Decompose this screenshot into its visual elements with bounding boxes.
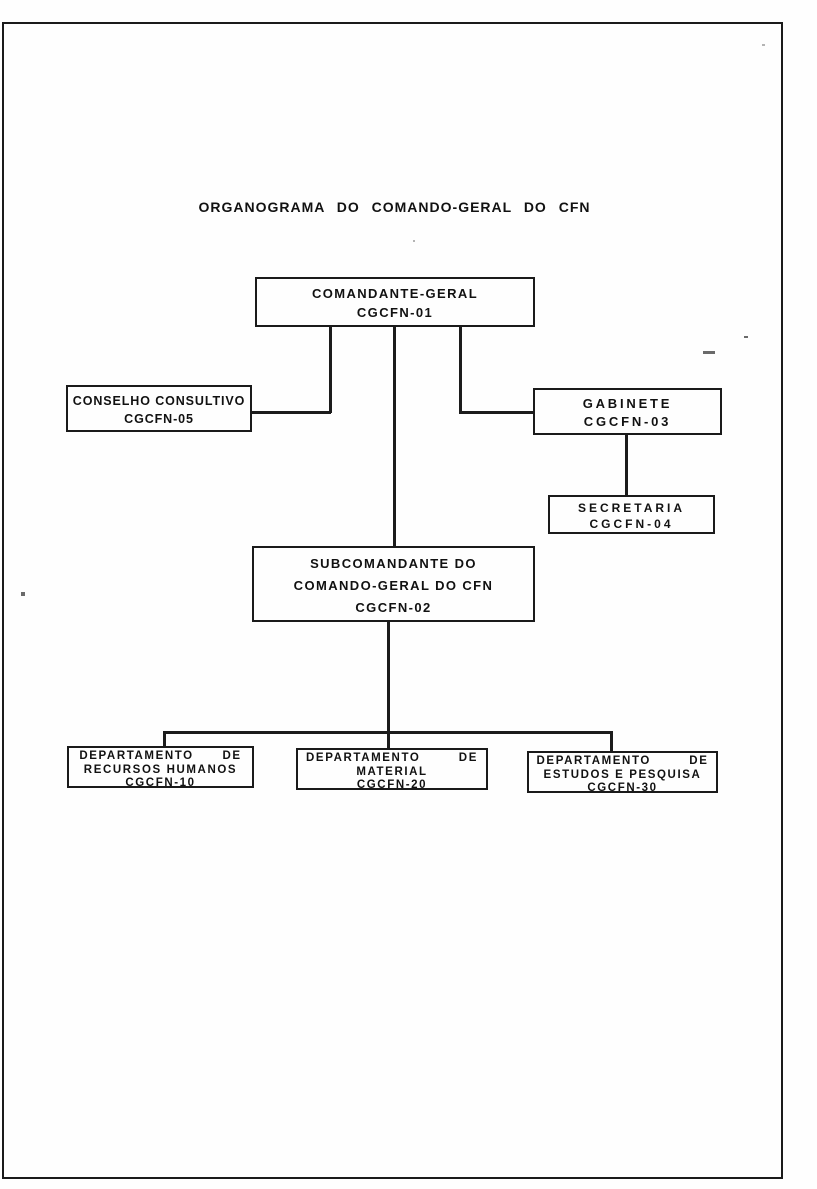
org-box-comandante-geral — [255, 277, 535, 327]
org-box-code: CGCFN-05 — [124, 412, 194, 426]
scan-speck — [762, 44, 765, 46]
connector-comandante-subcomandante — [393, 326, 396, 547]
scan-speck — [413, 240, 415, 242]
org-box-label: ESTUDOS E PESQUISA — [543, 768, 702, 781]
scan-speck — [703, 351, 715, 354]
connector-drop-dept-estudos — [610, 731, 613, 752]
org-box-subcomandante — [252, 546, 535, 622]
org-box-label: DEPARTAMENTO DE — [306, 752, 478, 764]
connector-comandante-gabinete-horizontal — [459, 411, 535, 414]
org-box-label: GABINETE — [582, 396, 673, 411]
org-box-label: SUBCOMANDANTE DO — [310, 556, 477, 571]
org-box-label: COMANDO-GERAL DO CFN — [293, 578, 494, 593]
org-box-code: CGCFN-30 — [587, 782, 658, 793]
org-box-gabinete — [533, 388, 722, 435]
connector-drop-dept-material — [387, 731, 390, 749]
connector-comandante-conselho-horizontal — [251, 411, 331, 414]
org-box-code: CGCFN-10 — [125, 777, 196, 788]
org-box-label: COMANDANTE-GERAL — [311, 286, 479, 301]
scan-speck — [21, 592, 25, 596]
org-box-code: CGCFN-01 — [356, 305, 434, 320]
scan-speck — [744, 336, 748, 338]
org-box-dept-estudos-pesquisa — [527, 751, 718, 793]
org-box-label: MATERIAL — [356, 765, 428, 778]
org-box-label: SECRETARIA — [577, 501, 686, 515]
org-box-code: CGCFN-02 — [355, 600, 432, 615]
org-box-conselho-consultivo — [66, 385, 252, 432]
org-box-secretaria — [548, 495, 715, 534]
connector-drop-dept-rh — [163, 731, 166, 747]
org-box-code: CGCFN-04 — [589, 517, 674, 531]
org-box-label: CONSELHO CONSULTIVO — [72, 394, 246, 408]
org-box-code: CGCFN-03 — [583, 414, 672, 429]
connector-comandante-gabinete-vertical — [459, 326, 462, 414]
org-box-dept-recursos-humanos — [67, 746, 254, 788]
chart-title: ORGANOGRAMA DO COMANDO-GERAL DO CFN — [198, 199, 591, 215]
org-box-dept-material — [296, 748, 488, 790]
connector-gabinete-secretaria — [625, 434, 628, 496]
connector-subcomandante-bus — [387, 621, 390, 733]
connector-comandante-conselho-vertical — [329, 326, 332, 413]
org-box-label: RECURSOS HUMANOS — [83, 763, 238, 776]
org-box-label: DEPARTAMENTO DE — [536, 755, 709, 767]
org-box-label: DEPARTAMENTO DE — [79, 750, 242, 762]
org-box-code: CGCFN-20 — [356, 779, 428, 790]
